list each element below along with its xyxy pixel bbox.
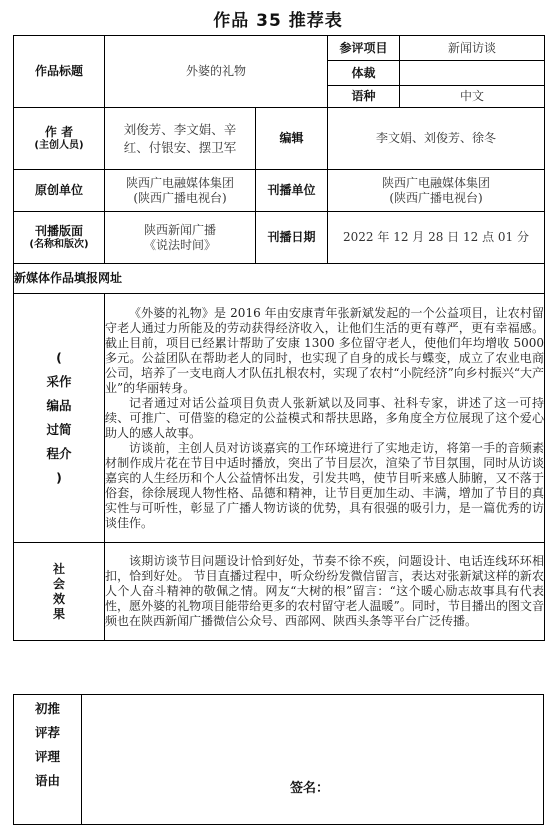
editor-label: 编辑 <box>256 108 328 170</box>
process-label: ( 采作 编品 过简 程介 ) <box>14 294 105 543</box>
language-label: 语种 <box>328 86 400 108</box>
genre-label: 体裁 <box>328 61 400 86</box>
edition-value: 陕西新闻广播 《说法时间》 <box>105 212 256 264</box>
review-label: 初推 评荐 评理 语由 <box>14 695 82 825</box>
category-value: 新闻访谈 <box>400 36 545 61</box>
review-content <box>82 695 544 825</box>
origin-value: 陕西广电融媒体集团 (陕西广播电视台) <box>105 170 256 212</box>
genre-value <box>400 61 545 86</box>
newmedia-label: 新媒体作品填报网址 <box>14 271 123 285</box>
title-label: 作品标题 <box>14 36 105 108</box>
signature-label: 签名： <box>290 781 330 796</box>
author-value: 刘俊芳、李文娟、辛红、付银安、摆卫军 <box>105 108 256 170</box>
process-text <box>105 294 545 543</box>
author-label <box>14 108 105 170</box>
author-sub-label: (主创人员) <box>34 140 84 151</box>
category-label: 参评项目 <box>328 36 400 61</box>
effect-label: 社 会 效 果 <box>14 543 105 641</box>
edition-sub-label: (名称和版次) <box>29 239 89 250</box>
process-paragraph: 访谈前，主创人员对访谈嘉宾的工作环境进行了实地走访，将第一手的音频素材制作成片花在节目中适时播放，突出了节目层次，渲染了节目氛围，同时从访谈嘉宾的人生经历和个人公益情怀出发，引发共鸣，使节目听来感人肺腑，又不落于俗套，徐徐展现人物性格、品德和精神，让节目更加生动、丰满，增加了节目的真实性与可听性，彰显了广播人物访谈的优势，具有很强的吸引力，是一篇优秀的访谈佳作。 <box>105 440 545 530</box>
date-label: 刊播日期 <box>256 212 328 264</box>
effect-text <box>105 543 545 641</box>
author-label-text: 作 者 <box>44 125 74 139</box>
recommendation-form <box>13 35 545 641</box>
effect-paragraph: 该期访谈节目问题设计恰到好处，节奏不徐不疾，问题设计、电话连线环环相扣，恰到好处。 节目直播过程中，听众纷纷发微信留言，表达对张新斌这样的新农人个人奋斗精神的敬佩之情。网友“大树的根”留言：“这个暖心励志故事具有代表性，愿外婆的礼物项目能带给更多的农村留守老人温暖”。同时，节目播出的图文音频也在陕西新闻广播微信公众号、西部网、陕西头条等平台广泛传播。 <box>105 554 545 628</box>
review-table <box>13 694 544 825</box>
edition-label <box>14 212 105 264</box>
process-paragraph: 记者通过对话公益项目负责人张新斌以及同事、社科专家，讲述了这一可持续、可推广、可借鉴的稳定的公益模式和帮扶思路，多角度全方位展现了这个爱心助人的感人故事。 <box>105 395 545 440</box>
language-value: 中文 <box>400 86 545 108</box>
editor-value: 李文娟、刘俊芳、徐冬 <box>328 108 545 170</box>
title-value: 外婆的礼物 <box>105 36 328 108</box>
origin-label: 原创单位 <box>14 170 105 212</box>
publisher-label: 刊播单位 <box>256 170 328 212</box>
process-paragraph: 《外婆的礼物》是 2016 年由安康青年张新斌发起的一个公益项目，让农村留守老人通过力所能及的劳动获得经济收入，让他们生活的更有尊严，更有幸福感。截止目前，项目已经累计帮助了安康 1300 多位留守老人，使他们年均增收 5000 多元。公益团队在帮助老人的同时，也实现了自身的成长与蝶变，成立了农业电商公司，培养了一支电商人才队伍扎根农村，实现了农村“小院经济”向乡村振兴“大产业”的华丽转身。 <box>105 305 545 395</box>
publisher-value: 陕西广电融媒体集团 (陕西广播电视台) <box>328 170 545 212</box>
date-value: 2022 年 12 月 28 日 12 点 01 分 <box>328 212 545 264</box>
edition-label-text: 刊播版面 <box>34 224 83 238</box>
newmedia-url-row <box>14 264 545 294</box>
document-title: 作品 35 推荐表 <box>213 11 343 31</box>
